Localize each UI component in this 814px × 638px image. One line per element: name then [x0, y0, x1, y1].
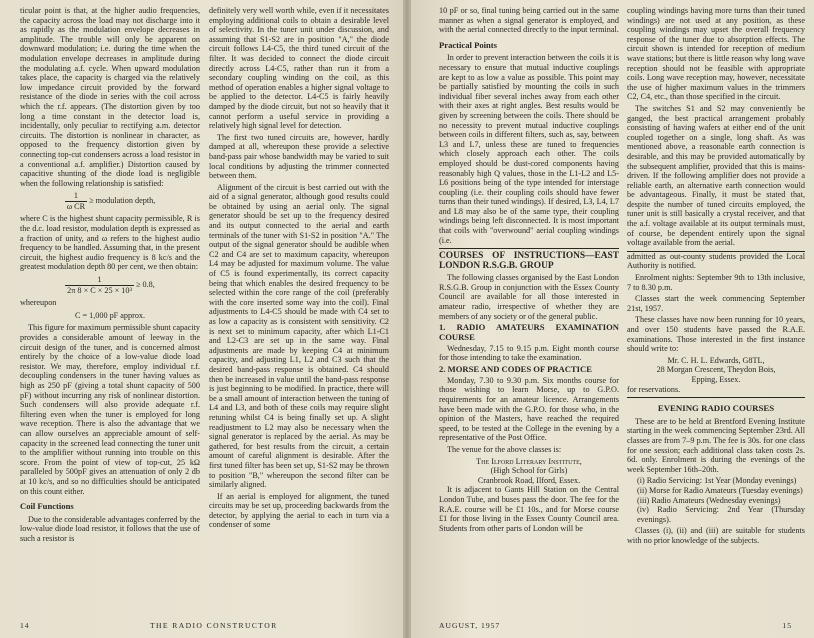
list-item: (iv) Radio Servicing: 2nd Year (Thursday evenings). [637, 505, 805, 524]
left-column-2 [209, 6, 389, 600]
section-heading-practical-points: Practical Points [439, 39, 497, 50]
right-column-2 [627, 6, 805, 600]
paragraph: where C is the highest shunt capacity permissible, R is the d.c. load resistor, modulation depth is expressed as a fraction of unity, and ω refers to the highest audio frequency to be handled. Assuming that, in the present circuit, the highest audio frequency is 8 kc/s and the greatest modulation depth 80 per cent, we then obtain: [20, 214, 200, 272]
list-item: (i) Radio Servicing: 1st Year (Monday evenings) [637, 476, 797, 486]
fraction-numerator: 1 [65, 275, 134, 286]
venue-subtitle: (High School for Girls) [490, 466, 568, 476]
course-item-title: 1. RADIO AMATEURS EXAMINATION COURSE [439, 322, 619, 343]
paragraph: Enrolment nights: September 9th to 13th inclusive, 7 to 8.30 p.m. [627, 273, 805, 292]
contact-address-line-1: 28 Morgan Crescent, Theydon Bois, [656, 365, 776, 375]
divider [439, 248, 619, 249]
contact-address-line-2: Epping, Essex. [691, 374, 741, 384]
paragraph: These classes have now been running for 10 years, and over 150 students have passed the R.A.E. examinations. Those interested in the first instance should write to: [627, 315, 805, 354]
fraction [65, 191, 87, 211]
paragraph: ticular point is that, at the higher audio frequencies, the capacity across the load may not discharge into it as rapidly as the modulation envelope decreases in amplitude. The trouble will only be apparent on downward modulation; i.e. during the time when the modulation envelope decreases in amplitude during the modulating a.f. cycle. When upward modulation takes place, the capacity is charged via the relatively low impedance circuit provided by the forward resistance of the diode in series with the coil across which the r.f. appears. (The distortion given by too long a time constant in the detector load is, incidentally, only peculiar to rectifying a.m. detector circuits. The distortion is nonlinear in character, as opposed to the frequency distortion given by connecting top-cut condensers across a load resistor in a conventional a.f. amplifier.) Distortion caused by capacitive shunting of the diode load is negligible when the following relationship is satisfied: [20, 6, 200, 188]
venue-name: The Ilford Literary Institute, [476, 456, 582, 466]
paragraph: The first two tuned circuits are, however, hardly damped at all, whereupon these provide a selective band-pass pair whose bandwidth may be varied to suit local conditions by adjusting the trimmer connected between them. [209, 132, 389, 181]
venue-road: Cranbrook Road, Ilford, Essex. [477, 475, 581, 485]
paragraph: Classes start the week commencing September 21st, 1957. [627, 294, 805, 313]
paragraph: The following classes organised by the East London R.S.G.B. Group in conjunction with the Essex County Council are available for all those interested in amateur radio, irrespective of whether they are members of any society or of the general public. [439, 273, 619, 321]
page-number-right: 15 [782, 621, 792, 630]
formula-modulation-depth [20, 191, 200, 211]
paragraph: Wednesday, 7.15 to 9.15 p.m. Eight month course for those intending to take the examination. [439, 343, 619, 363]
formula-rhs: ≥ 0.8, [136, 280, 155, 289]
right-column-1 [439, 6, 619, 600]
course-list [637, 476, 805, 524]
fraction-numerator: 1 [65, 191, 87, 202]
paragraph: 10 pF or so, final tuning being carried out in the same manner as when a signal generator is employed, and with the aerial connected directly to the input terminal. [439, 6, 619, 35]
list-item: (ii) Morse for Radio Amateurs (Tuesday evenings) [637, 485, 803, 495]
issue-date: AUGUST, 1957 [439, 621, 501, 630]
paragraph: coupling windings having more turns than their tuned windings) are not used at any position, as these coupling windings may upset the overall frequency response of the tuner due to absorption effects. The circuit shown is intended for reception of medium wave stations; but there is little reason why long wave reception should not be feasible with appropriate coils. Long wave reception may, however, necessitate the use of higher maximum values in the trimmers C2, C4, etc., than those specified in the circuit. [627, 6, 805, 102]
left-page [0, 0, 403, 638]
section-title-courses: COURSES OF INSTRUCTIONS—EAST LONDON R.S.G.B. GROUP [439, 251, 619, 272]
fraction-denominator: 2π 8 × C × 25 × 10³ [67, 285, 132, 295]
paragraph: Alignment of the circuit is best carried out with the aid of a signal generator, although good results could be obtained by using an aerial only. The signal generator should be set up to the frequency desired and its output connected to the aerial and earth terminals of the tuner with S1-S2 in position "A." The output of the signal generator should be audible when C2 and C4 are set to maximum capacity, whereupon L4 may be adjusted for maximum volume. The value of C5 is found experimentally, its correct capacity being that which enables the desired frequency to be selected within the core range of the coil (preferably with the core inserted some way into the coil). Final adjustments to L4-C5 should be made with C4 set to as low a capacity as is consistent with sensitivity. C2 is next set to minimum capacity, after which L1-C1 and L2-C3 are set up in the same way. Final adjustments are made by keeping C4 at minimum capacity, and adjusting L1, L2 and C3 such that the desired band-pass response is obtained. C4 should then be increased in value until the band-pass response is just beginning to be modified. In practice, there will be a small amount of interaction between the tuning of L4 and L3, and both of these coils may require slight retuning whilst C4 is being finally set up. A slight readjustment to L2 may also be necessary when the signal generator is replaced by the aerial. As may be gathered, for best results from the circuit, a certain amount of careful alignment is desirable. After the first tuned filter has been set up, S1-S2 may be thrown to position "B," whereupon the second filter can be similarly aligned. [209, 182, 389, 490]
paragraph: Classes (i), (ii) and (iii) are suitable for students with no prior knowledge of the subjects. [627, 526, 805, 545]
formula-rhs: ≥ modulation depth, [89, 196, 156, 206]
paragraph: Monday, 7.30 to 9.30 p.m. Six months course for those wishing to learn Morse, up to G.P.O. requirements for an amateur licence. Arrangements have been made with the G.P.O. for those who, in the opinion of the Masters, have reached the required speed, to be tested at the College in the evening by a representative of the Post Office. [439, 375, 619, 443]
section-title-evening-courses: EVENING RADIO COURSES [657, 403, 775, 414]
running-footer-magazine: THE RADIO CONSTRUCTOR [150, 621, 278, 630]
paragraph: definitely very well worth while, even if it necessitates employing additional coils to obtain a desirable level of selectivity. In the tuner unit under discussion, and assuming that S1-S2 are in position "A," the diode circuit follows L4-C5, the third tuned circuit of the filter. It was decided to connect the diode circuit directly across L4-C5, rather than run it from a secondary coupling winding on the coil, as this method of operation enables a higher signal voltage to be applied to the detector. L4-C5 is fairly heavily damped by the diode circuit, but not so heavily that it cannot perform a useful service in providing a relatively high signal level for detection. [209, 6, 389, 131]
page-number-left: 14 [20, 621, 30, 630]
list-item: (iii) Radio Amateurs (Wednesday evenings) [637, 495, 781, 505]
left-column-1 [20, 6, 200, 600]
binding-gutter [403, 0, 411, 638]
paragraph: The venue for the above classes is: [447, 444, 562, 454]
divider [627, 397, 805, 398]
paragraph: for reservations. [627, 384, 681, 394]
formula-result: C = 1,000 pF approx. [74, 310, 146, 320]
paragraph: In order to prevent interaction between the coils it is necessary to ensure that mutual inductive couplings are kept to as low a value as possible. This point may be partially satisfied by mounting the coils in such individual fiber several inches away from each other with their axes at right angles. Best results would be given by screening between the coils. There should be no necessity to prevent mutual inductive couplings between coils in different filters, such as, say, between L3 and L7, unless these are tuned to frequencies which closely approach each other. The coils employed should be dust-cored components having reasonably high Q values, those in the L1-L2 and L5-L6 positions being of the type intended for interstage coupling (i.e. their coupling coils should have fewer turns than their tuned windings). If desired, L3, L4, L7 and L8 may also be of the same type, their coupling windings being left disconnected. It is most important that coils with "overwound" aerial coupling windings (i.e. [439, 53, 619, 245]
formula-capacity [20, 275, 200, 295]
right-page [411, 0, 814, 638]
paragraph: If an aerial is employed for alignment, the tuned circuits may be set up, proceeding backwards from the detector, by applying the aerial to each in turn via a condenser of some [209, 491, 389, 530]
fraction-denominator: ω CR [66, 201, 86, 211]
paragraph: These are to be held at Brentford Evening Institute starting in the week commencing September 23rd. All classes are from 7–9 p.m. The fee is 30s. for one class for one session; each additional class taken costs 2s. 6d. only. Enrolment is during the evenings of the week September 16th–20th. [627, 416, 805, 474]
paragraph: admitted as out-county students provided the Local Authority is notified. [627, 251, 805, 271]
paragraph: The switches S1 and S2 may conveniently be ganged, the best practical arrangement probably consisting of having wafers at either end of the unit coupled together on a single, long shaft. As was mentioned above, a reasonable earth connection is desirable, and this may be provided automatically by the subsequent amplifier, provided that this is mains-driven. If the following amplifier does not provide a reliable earth, an alternative earth connection would be advantageous. Finally, it must be stated that, despite the number of tuned circuits employed, the tuner unit is still basically a crystal receiver, and that the a.f. voltage available at its output terminals must, of course, be dependent entirely upon the signal voltage available from the aerial. [627, 103, 805, 248]
contact-name: Mr. C. H. L. Edwards, G8TL, [667, 355, 765, 365]
paragraph: whereupon [20, 298, 57, 308]
fraction [65, 275, 134, 295]
course-item-title: 2. MORSE AND CODES OF PRACTICE [439, 364, 592, 374]
paragraph: This figure for maximum permissible shunt capacity provides a considerable amount of leeway in the circuit design of the tuner, and is concerned almost entirely by the choice of a low-value diode load resistor. We may, therefore, employ individual r.f. decoupling condensers in the tuner having values as high as 250 pF (giving a total shunt capacity of 500 pF) without incurring any risk of nonlinear distortion. Such condensers will also provide adequate r.f. filtering even when the tuner is employed for long wave reception. There is also the advantage that we can allow ourselves an appreciable amount of self-capacity in the screened lead connecting the tuner unit to the amplifier without running into trouble on this score. From the point of view of top-cut, 25 kΩ paralleled by 500pF gives an attenuation of only 2 db at 10 kc/s, and so no difficulties should be anticipated on this count either. [20, 323, 200, 496]
paragraph: It is adjacent to Gants Hill Station on the Central London Tube, and buses pass the door. The fee for the R.A.E. course will be £1 10s., and for Morse course £1 for those living in the Essex County Council area. Students from other parts of London will be [439, 485, 619, 533]
paragraph: Due to the considerable advantages conferred by the low-value diode load resistor, it follows that the use of such a resistor is [20, 514, 200, 543]
section-heading-coil-functions: Coil Functions [20, 501, 74, 512]
